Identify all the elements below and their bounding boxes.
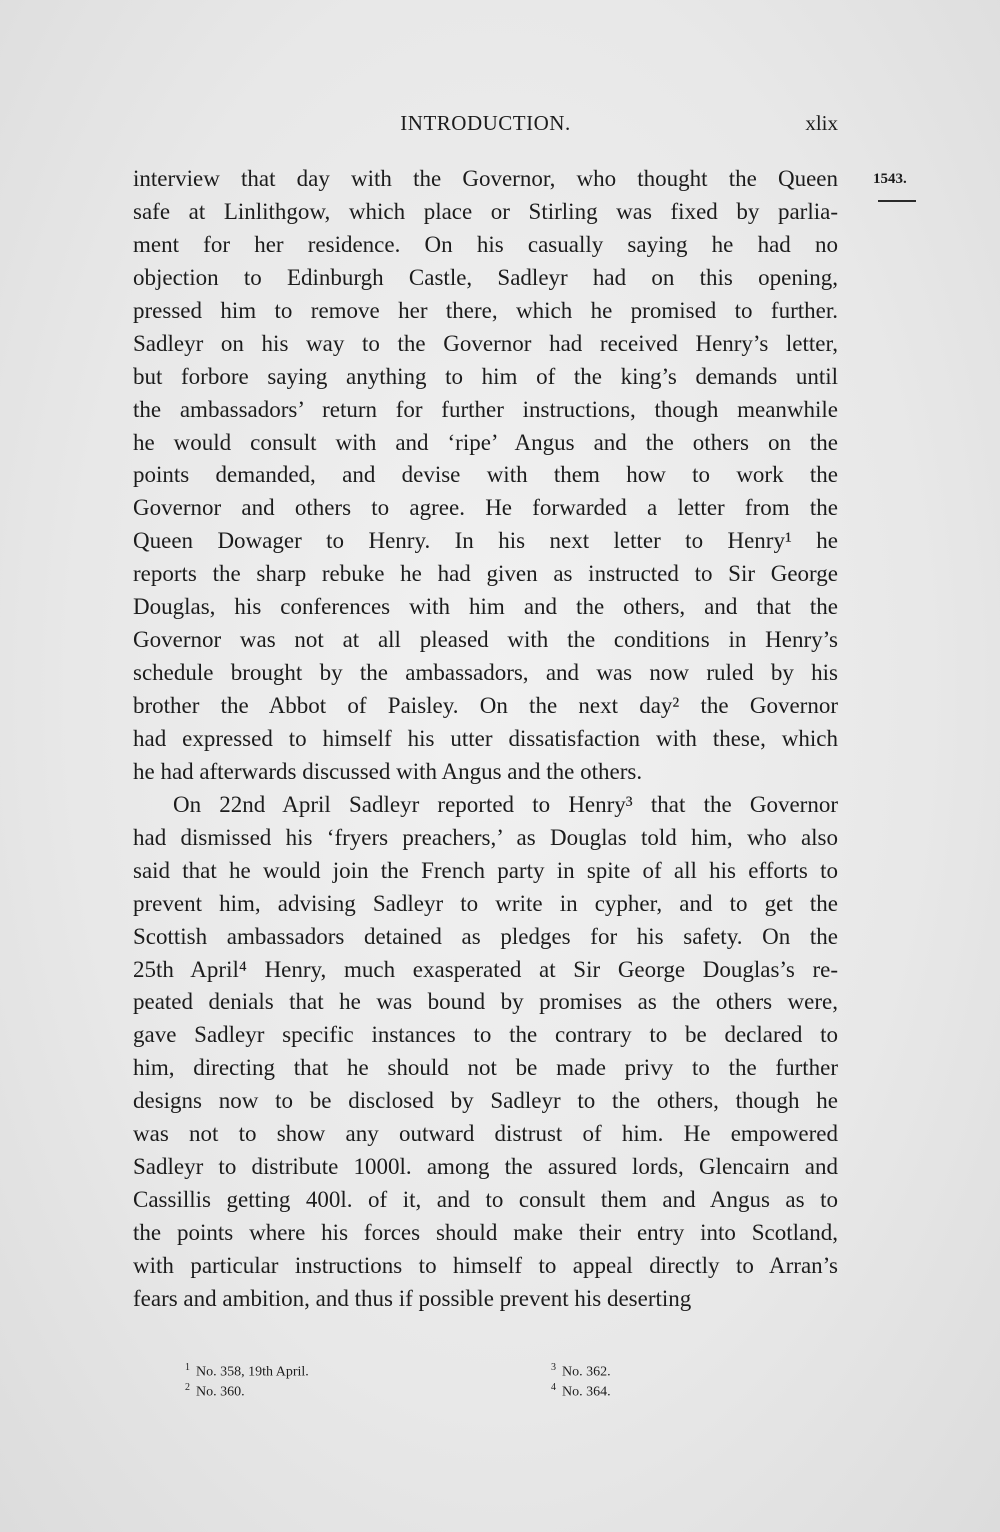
- text-line: prevent him, advising Sadleyr to write in cypher, and to get the: [133, 890, 838, 916]
- footnote-3: $^3$ No. 362.: [551, 1362, 611, 1380]
- footnote-1: $^1$ No. 358, 19th April.: [185, 1362, 309, 1380]
- text-line: Douglas, his conferences with him and the others, and that the: [133, 594, 838, 620]
- text-line: interview that day with the Governor, who thought the Queen: [133, 166, 838, 191]
- text-line: reports the sharp rebuke he had given as instructed to Sir George: [133, 561, 838, 587]
- text-line: On 22nd April Sadleyr reported to Henry³ that the Governor: [173, 791, 838, 817]
- text-line: safe at Linlithgow, which place or Stirling was fixed by parlia-: [133, 198, 838, 224]
- text-line: with particular instructions to himself to appeal directly to Arran’s: [133, 1252, 838, 1278]
- text-line: fears and ambition, and thus if possible prevent his deserting: [133, 1285, 692, 1311]
- text-line: he had afterwards discussed with Angus and the others.: [133, 758, 643, 784]
- text-line: Governor was not at all pleased with the conditions in Henry’s: [133, 627, 838, 653]
- text-line: ment for her residence. On his casually saying he had no: [133, 231, 838, 257]
- page-number: xlix: [805, 111, 838, 135]
- text-line: objection to Edinburgh Castle, Sadleyr had on this opening,: [133, 264, 838, 290]
- text-line: brother the Abbot of Paisley. On the next day² the Governor: [133, 693, 838, 718]
- text-line: was not to show any outward distrust of him. He empowered: [133, 1121, 838, 1147]
- text-line: Queen Dowager to Henry. In his next letter to Henry¹ he: [133, 528, 838, 554]
- text-line: Scottish ambassadors detained as pledges for his safety. On the: [133, 923, 838, 949]
- text-line: Sadleyr on his way to the Governor had received Henry’s letter,: [133, 330, 838, 356]
- text-line: had expressed to himself his utter dissatisfaction with these, which: [133, 725, 838, 751]
- text-line: him, directing that he should not be made privy to the further: [133, 1055, 838, 1081]
- body-text: [133, 163, 838, 1316]
- text-line: pressed him to remove her there, which he promised to further.: [133, 297, 838, 323]
- text-line: Governor and others to agree. He forwarded a letter from the: [133, 495, 838, 521]
- text-line: but forbore saying anything to him of the king’s demands until: [133, 363, 838, 389]
- text-line: 25th April⁴ Henry, much exasperated at Sir George Douglas’s re-: [133, 956, 838, 982]
- margin-rule: [878, 200, 916, 202]
- text-line: schedule brought by the ambassadors, and was now ruled by his: [133, 660, 838, 686]
- margin-year: 1543.: [873, 171, 907, 187]
- text-line: points demanded, and devise with them how to work the: [133, 462, 838, 488]
- text-line: the points where his forces should make their entry into Scotland,: [133, 1220, 838, 1245]
- footnote-4: $^4$ No. 364.: [551, 1382, 611, 1400]
- text-line: designs now to be disclosed by Sadleyr to the others, though he: [133, 1088, 838, 1114]
- text-line: peated denials that he was bound by promises as the others were,: [133, 989, 838, 1015]
- running-title: INTRODUCTION.: [400, 111, 571, 135]
- text-line: gave Sadleyr specific instances to the contrary to be declared to: [133, 1022, 838, 1048]
- text-line: he would consult with and ‘ripe’ Angus and the others on the: [133, 429, 838, 455]
- running-head: [133, 108, 838, 138]
- text-line: Cassillis getting 400l. of it, and to consult them and Angus as to: [133, 1187, 838, 1213]
- text-line: said that he would join the French party in spite of all his efforts to: [133, 857, 838, 883]
- text-line: the ambassadors’ return for further instructions, though meanwhile: [133, 396, 838, 422]
- footnote-2: $^2$ No. 360.: [185, 1382, 245, 1400]
- text-line: had dismissed his ‘fryers preachers,’ as Douglas told him, who also: [133, 824, 838, 850]
- text-line: Sadleyr to distribute 1000l. among the assured lords, Glencairn and: [133, 1154, 838, 1180]
